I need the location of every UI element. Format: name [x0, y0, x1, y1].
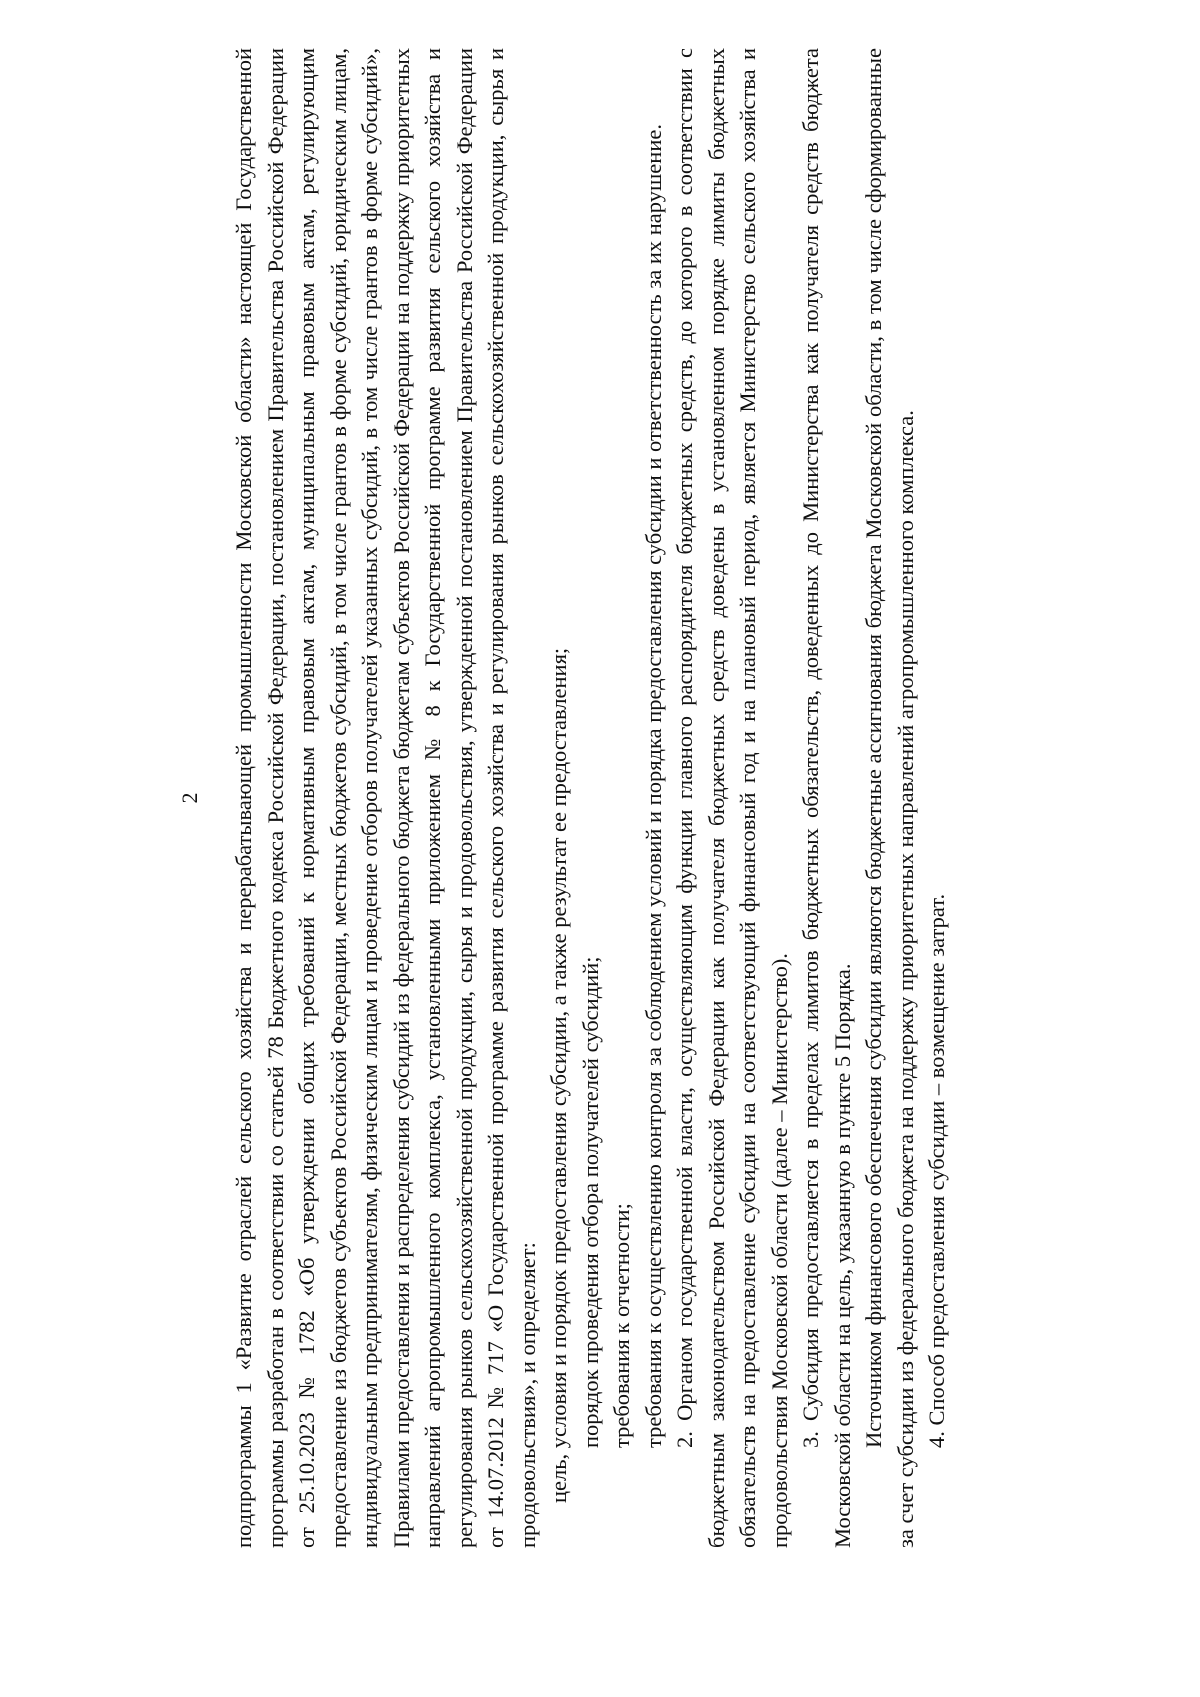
main-text	[228, 48, 953, 1548]
intro-paragraph: подпрограммы 1 «Развитие отраслей сельского хозяйства и перерабатывающей промышленности Московской области» настоящей Государственной программы разработан в соответствии со статьей 78 Бюджетного кодекса Российской Федерации, постановлением Правительства Российской Федерации от 25.10.2023 № 1782 «Об утверждении общих требований к нормативным правовым актам, муниципальным правовым актам, регулирующим предоставление из бюджетов субъектов Российской Федерации, местных бюджетов субсидий, в том числе грантов в форме субсидий, юридическим лицам, индивидуальным предпринимателям, физическим лицам и проведение отборов получателей указанных субсидий, в том числе грантов в форме субсидий», Правилами предоставления и распределения субсидий из федерального бюджета бюджетам субъектов Российской Федерации на поддержку приоритетных направлений агропромышленного комплекса, установленными приложением № 8 к Государственной программе развития сельского хозяйства и регулирования рынков сельскохозяйственной продукции, сырья и продовольствия, утвержденной постановлением Правительства Российской Федерации от 14.07.2012 № 717 «О Государственной программе развития сельского хозяйства и регулирования рынков сельскохозяйственной продукции, сырья и продовольствия», и определяет:	[231, 48, 540, 1548]
list-item-goal: цель, условия и порядок предоставления субсидии, а также результат ее предоставления;	[546, 647, 571, 1503]
paragraph-3: 3. Субсидия предоставляется в пределах лимитов бюджетных обязательств, доведенных до Министерства как получателя средств бюджета Московской области на цель, указанную в пункте 5 Порядка.	[798, 48, 855, 1548]
list-item-control: требования к осуществлению контроля за соблюдением условий и порядка предоставления субсидии и ответственность за их нарушение.	[640, 124, 666, 1448]
page-number: 2	[177, 792, 202, 804]
paragraph-source: Источником финансового обеспечения субсидии являются бюджетные ассигнования бюджета Московской области, в том числе сформированные за счет субсидии из федерального бюджета на поддержку приоритетных направлений агропромышленного комплекса.	[861, 48, 918, 1548]
rotated-page-content	[178, 48, 1028, 1548]
paragraph-4: 4. Способ предоставления субсидии – возмещение затрат.	[924, 893, 949, 1448]
list-item-reporting: требования к отчетности;	[609, 1203, 634, 1448]
paragraph-2: 2. Органом государственной власти, осуществляющим функции главного распорядителя бюджетных средств, до которого в соответствии с бюджетным законодательством Российской Федерации как получателя бюджетных средств доведены в установленном порядке лимиты бюджетных обязательств на предоставление субсидии на соответствующий финансовый год и на плановый период, является Министерство сельского хозяйства и продовольствия Московской области (далее – Министерство).	[672, 48, 792, 1548]
list-item-selection: порядок проведения отбора получателей субсидий;	[577, 956, 603, 1448]
